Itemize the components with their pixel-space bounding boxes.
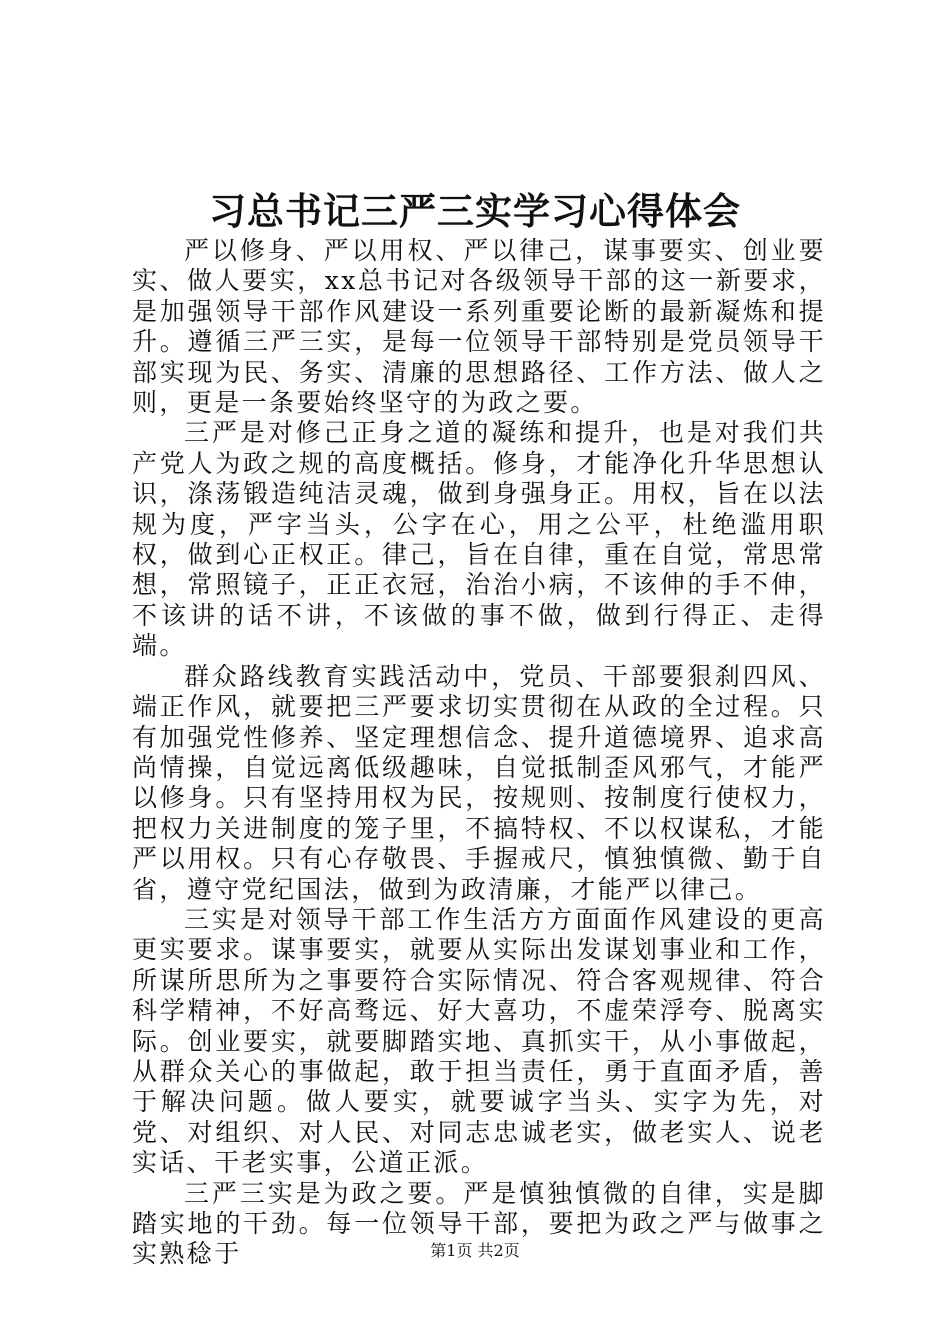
document-title: 习总书记三严三实学习心得体会 xyxy=(209,189,741,233)
document-body xyxy=(132,236,826,1270)
paragraph-1: 严以修身、严以用权、严以律己，谋事要实、创业要实、做人要实，xx总书记对各级领导干部的这一新要求，是加强领导干部作风建设一系列重要论断的最新凝炼和提升。遵循三严三实，是每一位领导干部特别是党员领导干部实现为民、务实、清廉的思想路径、工作方法、做人之则，更是一条要始终坚守的为政之要。 xyxy=(132,236,826,418)
page-number-footer: 第1页 共2页 xyxy=(430,1241,520,1260)
paragraph-2: 三严是对修己正身之道的凝练和提升，也是对我们共产党人为政之规的高度概括。修身，才能净化升华思想认识，涤荡锻造纯洁灵魂，做到身强身正。用权，旨在以法规为度，严字当头，公字在心，用之公平，杜绝滥用职权，做到心正权正。律己，旨在自律，重在自觉，常思常想，常照镜子，正正衣冠，治治小病，不该伸的手不伸，不该讲的话不讲，不该做的事不做，做到行得正、走得端。 xyxy=(132,418,826,661)
paragraph-3: 群众路线教育实践活动中，党员、干部要狠刹四风、端正作风，就要把三严要求切实贯彻在从政的全过程。只有加强党性修养、坚定理想信念、提升道德境界、追求高尚情操，自觉远离低级趣味，自觉抵制歪风邪气，才能严以修身。只有坚持用权为民，按规则、按制度行使权力，把权力关进制度的笼子里，不搞特权、不以权谋私，才能严以用权。只有心存敬畏、手握戒尺，慎独慎微、勤于自省，遵守党纪国法，做到为政清廉，才能严以律己。 xyxy=(132,661,826,904)
paragraph-5: 三严三实是为政之要。严是慎独慎微的自律，实是脚踏实地的干劲。每一位领导干部，要把为政之严与做事之实熟稔于 xyxy=(132,1178,826,1269)
paragraph-4: 三实是对领导干部工作生活方方面面作风建设的更高更实要求。谋事要实，就要从实际出发谋划事业和工作，所谋所思所为之事要符合实际情况、符合客观规律、符合科学精神，不好高骛远、好大喜功，不虚荣浮夸、脱离实际。创业要实，就要脚踏实地、真抓实干，从小事做起，从群众关心的事做起，敢于担当责任，勇于直面矛盾，善于解决问题。做人要实，就要诚字当头、实字为先，对党、对组织、对人民、对同志忠诚老实，做老实人、说老实话、干老实事，公道正派。 xyxy=(132,904,826,1178)
